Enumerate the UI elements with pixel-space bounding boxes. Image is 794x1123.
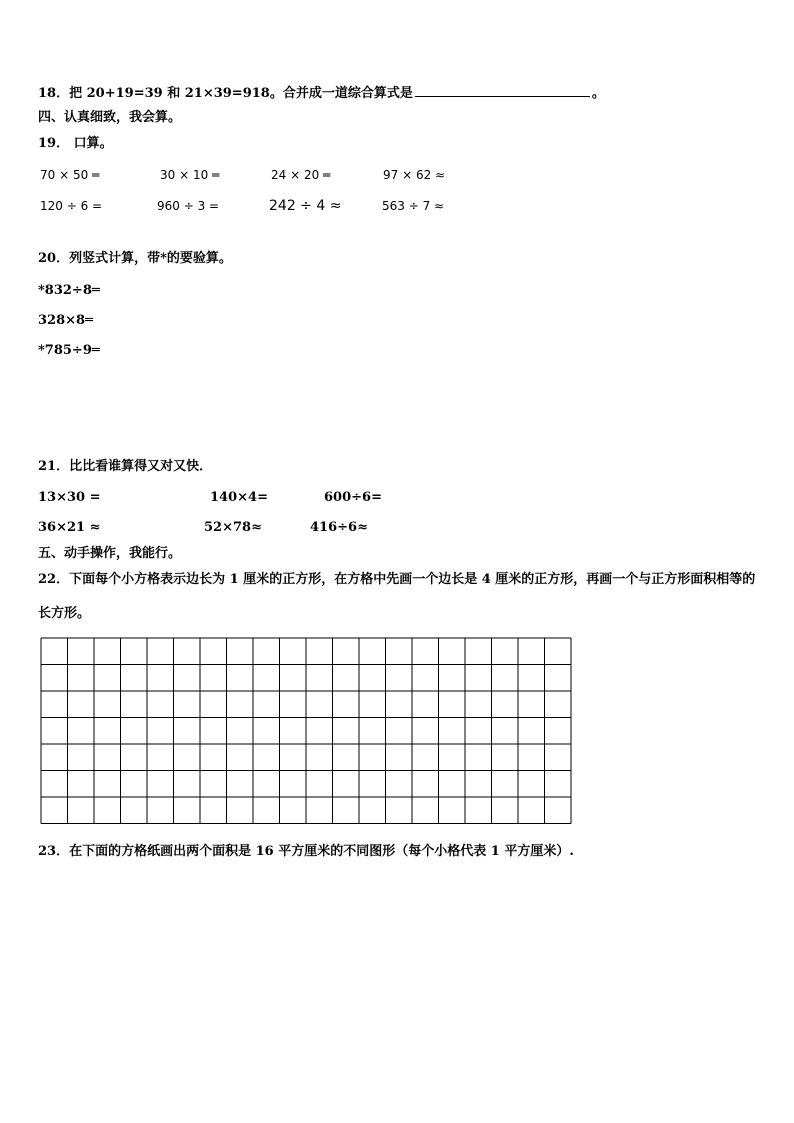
question-20-title: 20．列竖式计算，带*的要验算。 <box>38 251 232 266</box>
mental-calc-item: 24 × 20 ═ <box>271 168 331 182</box>
quick-calc-item: 600÷6= <box>324 490 382 505</box>
quick-calc-item: 52×78≈ <box>204 520 262 535</box>
section-5-heading: 五、动手操作，我能行。 <box>38 546 182 561</box>
vertical-calc-item: *832÷8═ <box>38 283 100 298</box>
question-18-text: 18．把 20+19=39 和 21×39=918。合并成一道综合算式是 <box>38 86 413 101</box>
mental-calc-item: 960 ÷ 3 = <box>157 199 220 213</box>
vertical-calc-item: *785÷9═ <box>38 343 100 358</box>
quick-calc-item: 13×30 = <box>38 490 101 505</box>
mental-calc-item: 120 ÷ 6 = <box>40 199 103 213</box>
mental-calc-item: 97 × 62 ≈ <box>383 168 446 182</box>
quick-calc-item: 140×4= <box>210 490 268 505</box>
question-23-text: 23．在下面的方格纸画出两个面积是 16 平方厘米的不同图形（每个小格代表 1 平方厘米）. <box>38 844 574 859</box>
mental-calc-item: 563 ÷ 7 ≈ <box>382 199 445 213</box>
quick-calc-item: 416÷6≈ <box>310 520 368 535</box>
section-4-heading: 四、认真细致，我会算。 <box>38 110 182 125</box>
question-21-title: 21．比比看谁算得又对又快． <box>38 459 213 474</box>
quick-calc-item: 36×21 ≈ <box>38 520 101 535</box>
vertical-calc-item: 328×8═ <box>38 313 93 328</box>
mental-calc-item: 30 × 10 ═ <box>160 168 220 182</box>
mental-calc-item: 70 × 50 ═ <box>40 168 100 182</box>
answer-blank[interactable] <box>415 84 590 97</box>
question-22-text: 22．下面每个小方格表示边长为 1 厘米的正方形，在方格中先画一个边长是 4 厘米的正方形，再画一个与正方形面积相等的长方形。 <box>38 572 756 621</box>
question-19-title: 19． 口算。 <box>38 136 113 151</box>
question-18-end: 。 <box>591 86 605 101</box>
question-18 <box>38 84 605 102</box>
mental-calc-item: 242 ÷ 4 ≈ <box>269 198 342 214</box>
square-grid[interactable] <box>40 637 572 824</box>
